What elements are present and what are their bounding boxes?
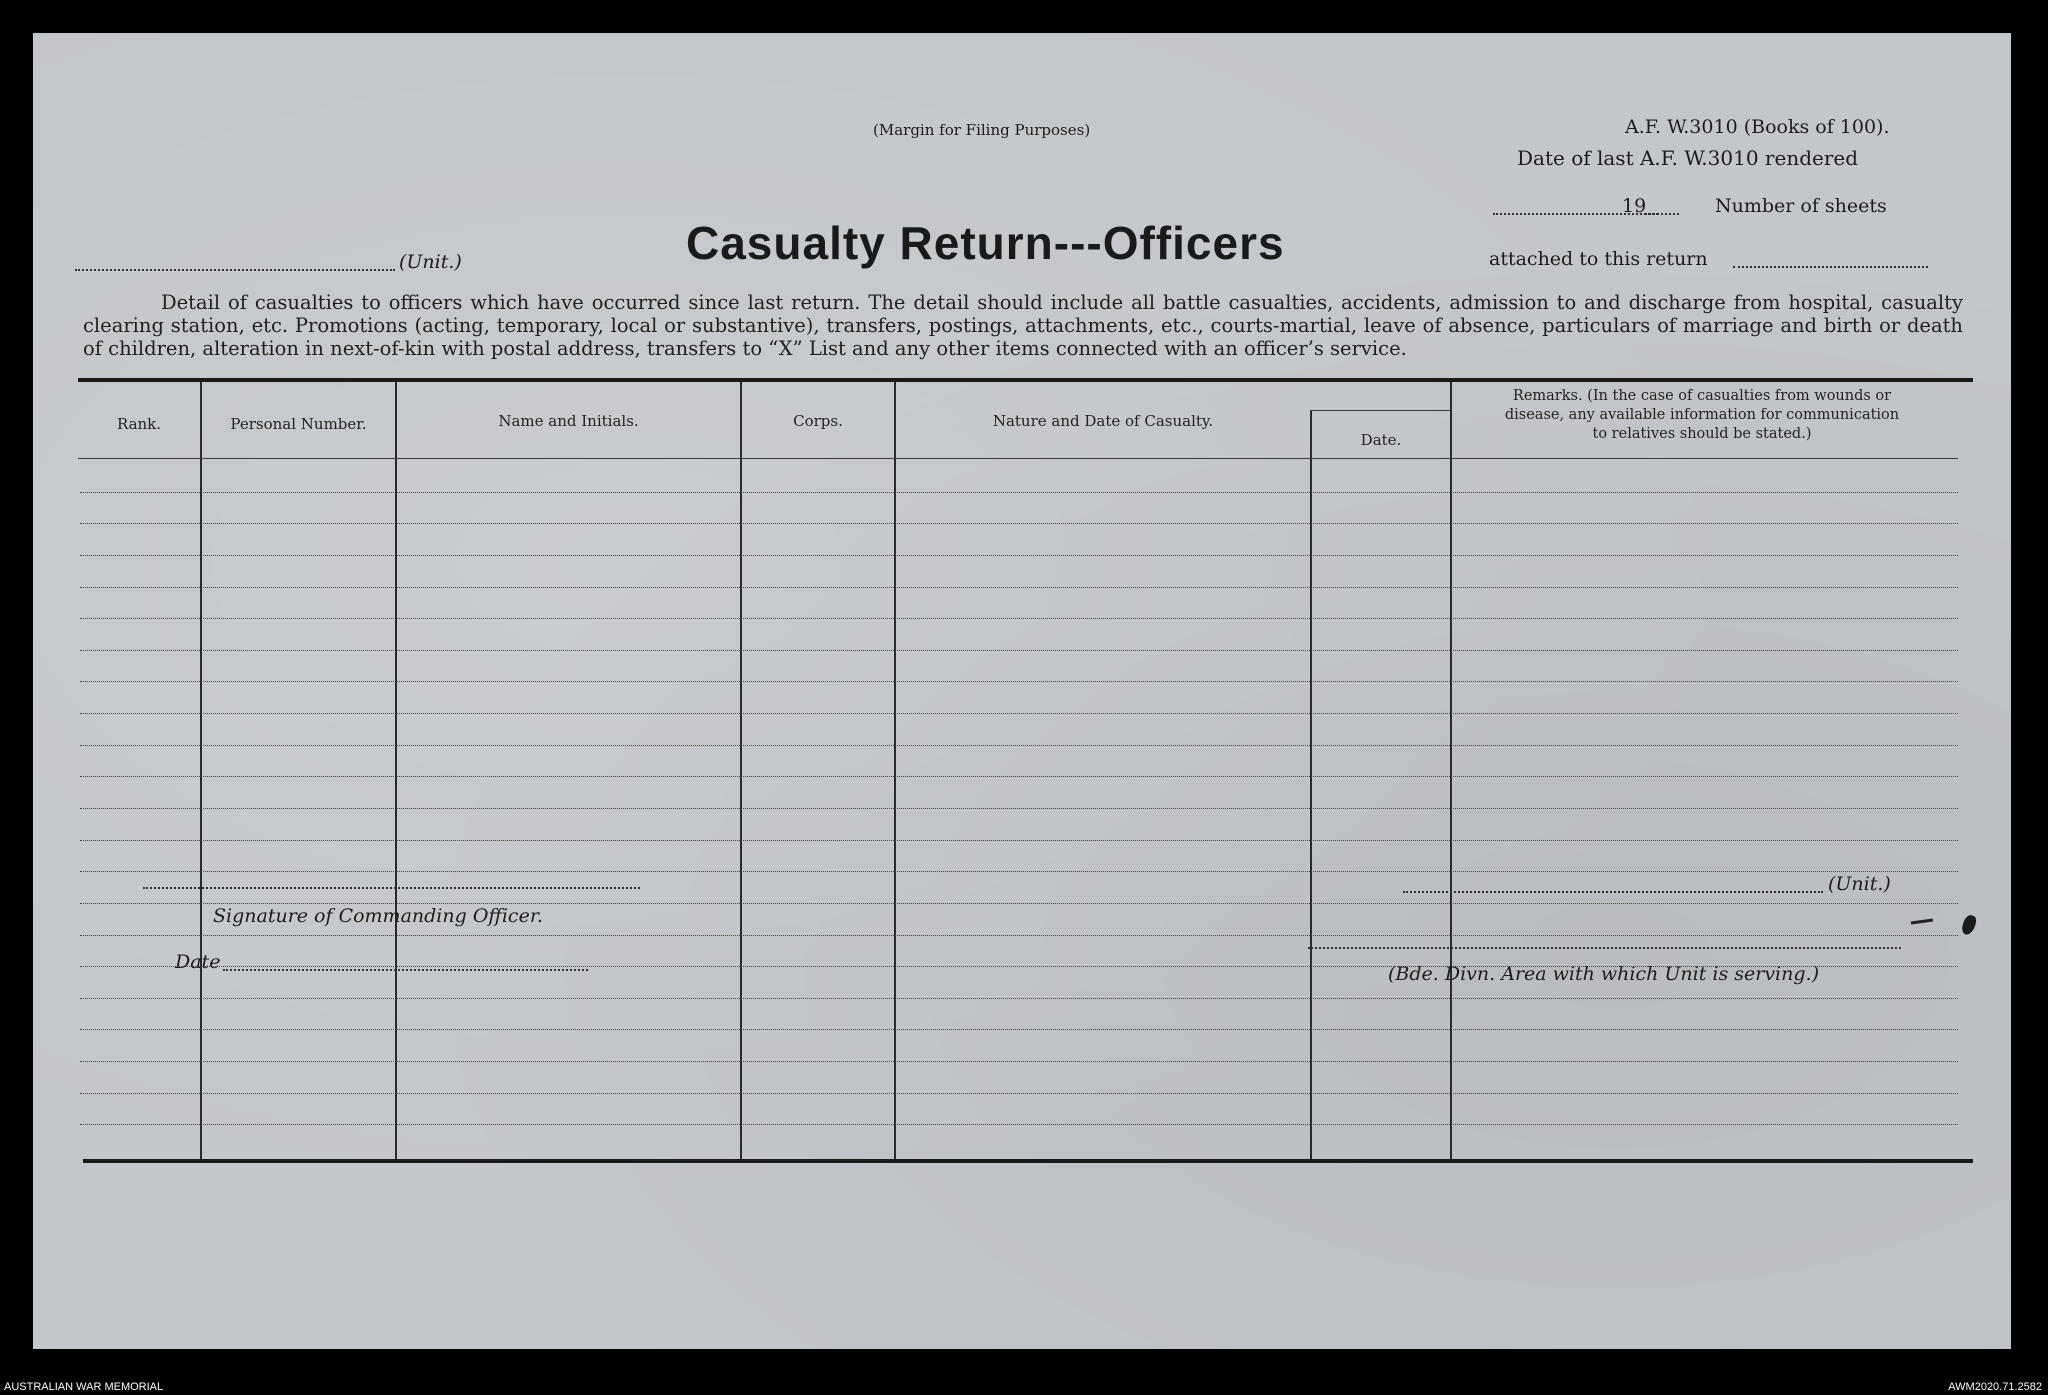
table-row-line	[80, 587, 1958, 588]
col-divider	[395, 382, 397, 1159]
table-row-line	[80, 808, 1958, 809]
table-row-line	[80, 555, 1958, 556]
instructions-paragraph	[83, 291, 1963, 360]
table-row-line	[80, 492, 1958, 493]
column-header-date: Date.	[1360, 431, 1402, 449]
date-subheader-rule	[1310, 410, 1450, 411]
col-divider	[740, 382, 742, 1159]
column-header-corps: Corps.	[793, 412, 843, 430]
table-row-line	[80, 998, 1958, 999]
unit-label-top: (Unit.)	[399, 251, 462, 273]
table-row-line	[80, 1029, 1958, 1030]
archive-caption-bar	[0, 1379, 2048, 1395]
column-header-nature: Nature and Date of Casualty.	[992, 412, 1214, 430]
archive-caption-left: AUSTRALIAN WAR MEMORIAL	[4, 1381, 164, 1393]
column-header-personal-number: Personal Number.	[230, 415, 367, 433]
remarks-line: disease, any available information for communication	[1504, 407, 1900, 423]
table-row-line	[80, 650, 1958, 651]
casualty-table	[78, 378, 1973, 1163]
col-divider	[200, 382, 202, 1159]
table-row-line	[80, 776, 1958, 777]
table-row-line	[80, 1093, 1958, 1094]
table-row-line	[80, 745, 1958, 746]
unit-label-bottom: (Unit.)	[1828, 873, 1891, 895]
unit-blank-bottom[interactable]	[1403, 891, 1823, 893]
remarks-line: to relatives should be stated.)	[1592, 426, 1812, 442]
column-header-rank: Rank.	[116, 415, 162, 433]
attached-label: attached to this return	[1489, 248, 1708, 270]
header-bottom-rule	[78, 458, 1958, 459]
form-sheet	[33, 33, 2011, 1349]
column-header-remarks	[1452, 387, 1952, 444]
year-prefix: 19	[1622, 195, 1647, 217]
archive-caption-right: AWM2020.71.2582	[1948, 1381, 2042, 1393]
table-row-line	[80, 523, 1958, 524]
column-header-name: Name and Initials.	[498, 412, 639, 430]
col-divider	[894, 382, 896, 1159]
year-suffix-blank[interactable]	[1645, 213, 1679, 215]
table-row-line	[80, 1124, 1958, 1125]
table-row-line	[80, 681, 1958, 682]
table-row-line	[80, 935, 1958, 936]
remarks-line: Remarks. (In the case of casualties from wounds or	[1512, 388, 1892, 404]
sheets-count-blank[interactable]	[1733, 266, 1928, 268]
bde-label: (Bde. Divn. Area with which Unit is serving.)	[1388, 963, 1819, 985]
table-row-line	[80, 840, 1958, 841]
page-title: Casualty Return---Officers	[686, 217, 1285, 269]
instructions-text: Detail of casualties to officers which have occurred since last return. The detail should include all battle casualties, accidents, admission to and discharge from hospital, casualty clearing station, etc. Promotions (acting, temporary, local or substantive), transfers, postings, attachments, etc., courts-martial, leave of absence, particulars of marriage and birth or death of children, alteration in next-of-kin with postal address, transfers to “X” List and any other items connected with an officer’s service.	[83, 291, 1963, 360]
signature-label: Signature of Commanding Officer.	[213, 905, 543, 927]
number-of-sheets-label: Number of sheets	[1715, 195, 1887, 217]
table-top-rule	[78, 378, 1973, 382]
signature-blank[interactable]	[143, 887, 640, 889]
form-code: A.F. W.3010 (Books of 100).	[1625, 116, 1890, 138]
bde-blank[interactable]	[1308, 947, 1901, 949]
col-divider	[1450, 382, 1452, 1159]
margin-note: (Margin for Filing Purposes)	[873, 121, 1091, 139]
table-row-line	[80, 903, 1958, 904]
table-bottom-rule	[83, 1159, 1973, 1163]
date-label: Date	[175, 951, 221, 973]
date-last-rendered-label: Date of last A.F. W.3010 rendered	[1517, 146, 1859, 170]
date-blank[interactable]	[223, 969, 588, 971]
table-row-line	[80, 713, 1958, 714]
table-row-line	[80, 871, 1958, 872]
table-row-line	[80, 618, 1958, 619]
unit-blank-top[interactable]	[75, 269, 395, 271]
table-row-line	[80, 1061, 1958, 1062]
